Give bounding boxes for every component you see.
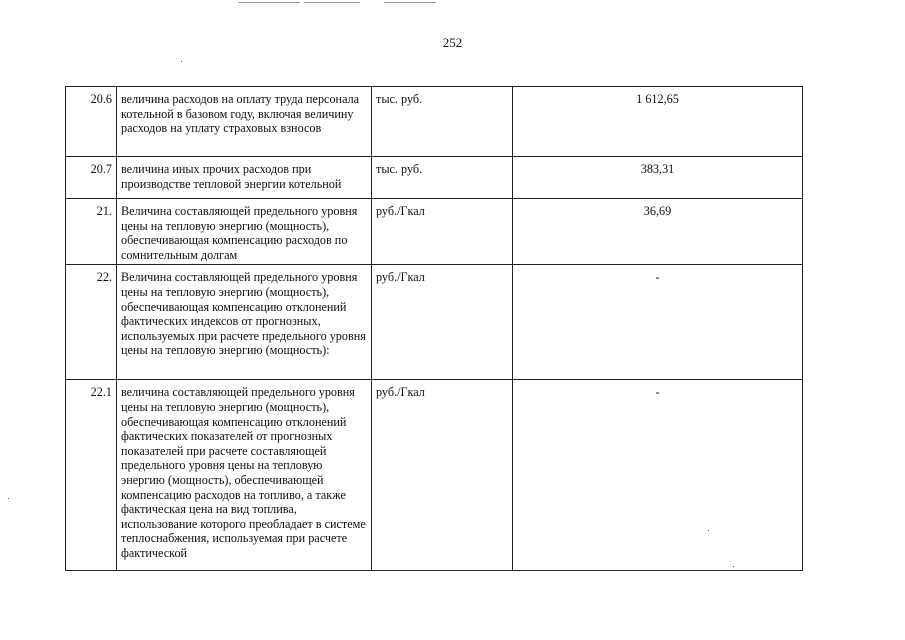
row-value: - [513, 265, 803, 380]
scan-dot [8, 498, 9, 499]
page-number: 252 [442, 35, 463, 50]
row-number: 21. [66, 199, 117, 265]
row-description: Величина составляющей предельного уровня цены на тепловую энергию (мощность), обеспечивающая компенсацию расходов по сомнительным долгам [117, 199, 372, 265]
table-row [66, 87, 803, 157]
scan-mark-left [238, 2, 300, 3]
row-description: величина иных прочих расходов при производстве тепловой энергии котельной [117, 157, 372, 199]
row-unit: руб./Гкал [372, 199, 513, 265]
table-row [66, 157, 803, 199]
row-value: 36,69 [513, 199, 803, 265]
row-description: величина расходов на оплату труда персонала котельной в базовом году, включая величину расходов на уплату страховых взносов [117, 87, 372, 157]
row-number: 22. [66, 265, 117, 380]
row-value: 383,31 [513, 157, 803, 199]
table-row [66, 199, 803, 265]
row-unit: руб./Гкал [372, 265, 513, 380]
table-row [66, 380, 803, 571]
row-unit: тыс. руб. [372, 157, 513, 199]
row-number: 20.7 [66, 157, 117, 199]
row-description: Величина составляющей предельного уровня цены на тепловую энергию (мощность), обеспечивающая компенсацию отклонений фактических индексов от прогнозных, используемых при расчете предельного уровня цены на тепловую энергию (мощность): [117, 265, 372, 380]
row-description: величина составляющей предельного уровня цены на тепловую энергию (мощность), обеспечивающая компенсацию отклонений фактических показателей от прогнозных показателей при расчете составляющей предельного уровня цены на тепловую энергию (мощность), обеспечивающей компенсацию расходов на топливо, а также фактическая цена на вид топлива, использование которого преобладает в системе теплоснабжения, используемая при расчете фактической [117, 380, 372, 571]
row-value: - [513, 380, 803, 571]
table-row [66, 265, 803, 380]
tariff-table [65, 86, 803, 571]
row-number: 22.1 [66, 380, 117, 571]
scan-mark-middle [304, 2, 360, 3]
scan-mark-right [384, 2, 436, 3]
row-unit: тыс. руб. [372, 87, 513, 157]
scan-dot [181, 61, 182, 62]
row-value: 1 612,65 [513, 87, 803, 157]
row-number: 20.6 [66, 87, 117, 157]
row-unit: руб./Гкал [372, 380, 513, 571]
